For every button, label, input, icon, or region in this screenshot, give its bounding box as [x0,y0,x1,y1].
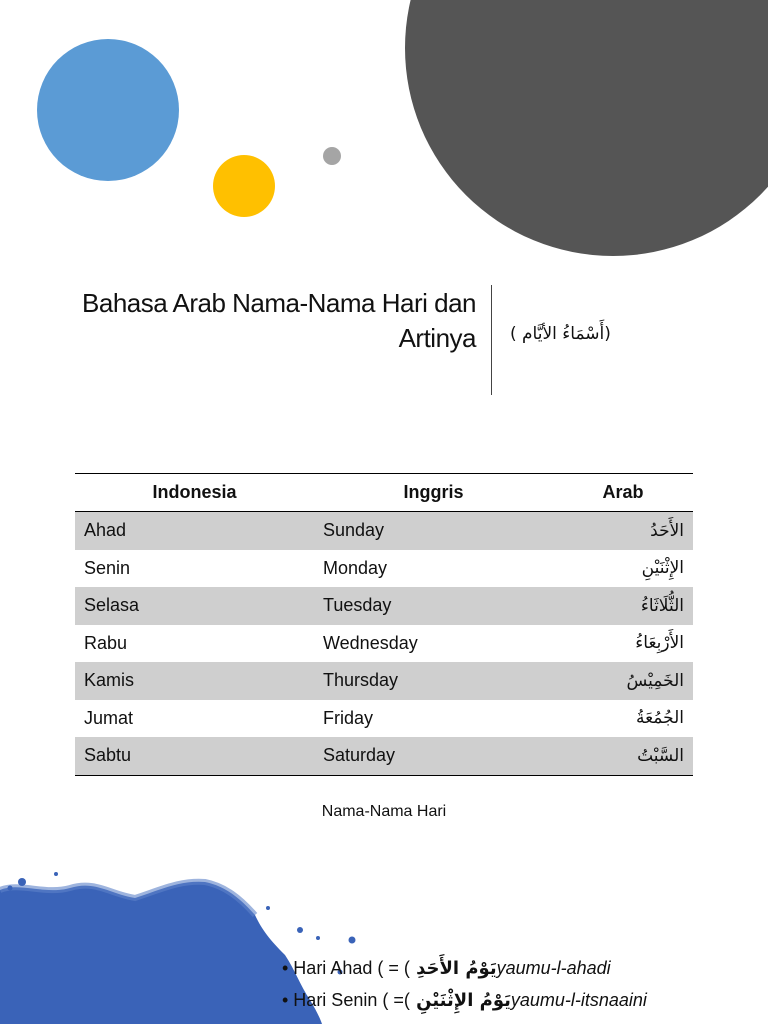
header-arab: Arab [553,474,693,512]
table-row [75,737,693,775]
arabic-subtitle: (أَسْمَاءُ الأيَّام ) [510,324,611,344]
header-indonesia: Indonesia [75,474,314,512]
days-table [75,473,693,776]
table-row [75,550,693,588]
cell-arab: الأَرْبِعَاءُ [635,633,684,654]
table-row [75,625,693,663]
slide-title [40,286,476,356]
cell-indonesia: Kamis [75,662,314,700]
table-row [75,662,693,700]
cell-arab: الجُمُعَةُ [635,708,684,729]
table-row [75,587,693,625]
cell-arab: السَّبْتُ [553,737,693,775]
bullet-arabic: يَوْمُ الإِثْنَيْنِ [409,990,511,1011]
list-item [282,988,762,1020]
list-item [282,956,762,988]
slide-title-line1: Bahasa Arab Nama-Nama Hari dan [82,288,476,318]
bullet-arabic: يَوْمُ الأَحَدِ [409,958,497,979]
decor-dark-circle [405,0,768,256]
cell-inggris: Friday [323,707,374,728]
table-header-row [75,474,693,512]
cell-inggris: Monday [323,557,388,578]
cell-indonesia: Ahad [75,512,314,550]
decor-grey-dot [323,147,341,165]
title-divider [491,285,492,395]
cell-arab: الثُّلَاثَاءُ [553,587,693,625]
cell-arab: الأَحَدُ [553,512,693,550]
day-bullet-list [282,956,762,1020]
table-row [75,512,693,550]
bullet-translit: yaumu-l-itsnaaini [510,990,647,1010]
cell-indonesia: Jumat [84,707,134,728]
cell-inggris: Wednesday [323,632,418,653]
cell-arab: الخَمِيْسُ [553,662,693,700]
slide-title-line2: Artinya [398,323,476,353]
cell-arab: الإِثْنَيْنِ [641,558,684,579]
bullet-translit: yaumu-l-ahadi [496,958,611,978]
cell-indonesia: Selasa [75,587,314,625]
cell-indonesia: Sabtu [75,737,314,775]
cell-inggris: Saturday [314,737,553,775]
bullet-prefix: • Hari Ahad ( = ( [282,958,410,978]
cell-indonesia: Senin [84,557,131,578]
cell-inggris: Thursday [314,662,553,700]
cell-inggris: Tuesday [314,587,553,625]
decor-blue-circle [37,39,179,181]
table-row [75,700,693,738]
cell-indonesia: Rabu [84,632,128,653]
header-inggris: Inggris [314,474,553,512]
table-caption: Nama-Nama Hari [321,803,447,820]
bullet-prefix: • Hari Senin ( =( [282,990,410,1010]
cell-inggris: Sunday [314,512,553,550]
decor-yellow-circle [213,155,275,217]
